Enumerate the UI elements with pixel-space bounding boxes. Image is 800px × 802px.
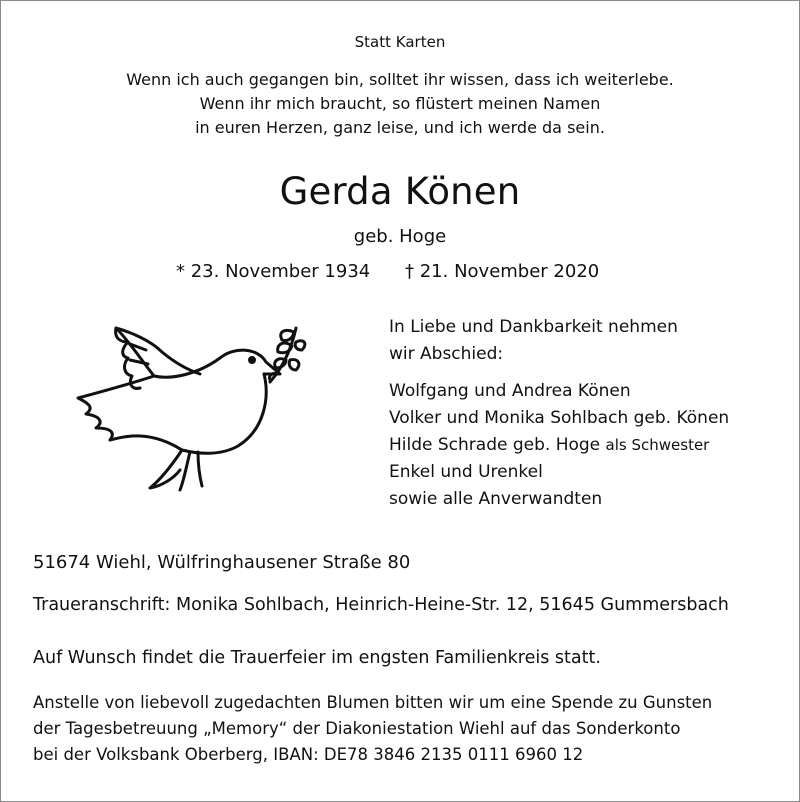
mourner-name: Volker und Monika Sohlbach geb. Könen [389, 408, 730, 428]
mourner-entry [389, 405, 729, 432]
funeral-note: Auf Wunsch findet die Trauerfeier im engsten Familienkreis statt. [33, 648, 601, 668]
mourner-name: sowie alle Anverwandten [389, 489, 603, 509]
mourning-address: Traueranschrift: Monika Sohlbach, Heinrich-Heine-Str. 12, 51645 Gummersbach [33, 595, 729, 615]
birth-date: * 23. November 1934 [176, 261, 371, 282]
poem-line: Wenn ihr mich braucht, so flüstert meinen Namen [199, 94, 601, 113]
donation-note [33, 690, 712, 768]
maiden-name: geb. Hoge [353, 226, 447, 247]
donation-line: Anstelle von liebevoll zugedachten Blumen bitten wir um eine Spende zu Gunsten [33, 693, 713, 712]
mourner-entry [389, 378, 729, 405]
header-label: Statt Karten [354, 33, 446, 51]
death-date: † 21. November 2020 [405, 261, 600, 282]
poem-line: in euren Herzen, ganz leise, und ich werde da sein. [195, 118, 605, 137]
mourner-entry [389, 486, 729, 513]
poem-line: Wenn ich auch gegangen bin, solltet ihr wissen, dass ich weiterlebe. [126, 70, 674, 89]
intro-line: In Liebe und Dankbarkeit nehmen [389, 317, 678, 337]
mourner-entry [389, 432, 729, 459]
mourner-relation: als Schwester [605, 436, 710, 454]
poem [0, 68, 800, 140]
deceased-name: Gerda Könen [279, 170, 521, 213]
mourner-name: Enkel und Urenkel [389, 462, 543, 482]
residence-address: 51674 Wiehl, Wülfringhausener Straße 80 [33, 552, 411, 573]
mourner-name: Hilde Schrade geb. Hoge [389, 435, 601, 455]
farewell-intro [389, 314, 729, 368]
mourners-block [389, 314, 729, 513]
intro-line: wir Abschied: [389, 344, 504, 364]
dove-with-olive-branch-icon [70, 318, 310, 498]
donation-line: bei der Volksbank Oberberg, IBAN: DE78 3846 2135 0111 6960 12 [33, 745, 584, 764]
mourner-name: Wolfgang und Andrea Könen [389, 381, 631, 401]
mourner-entry [389, 459, 729, 486]
donation-line: der Tagesbetreuung „Memory“ der Diakoniestation Wiehl auf das Sonderkonto [33, 719, 681, 738]
